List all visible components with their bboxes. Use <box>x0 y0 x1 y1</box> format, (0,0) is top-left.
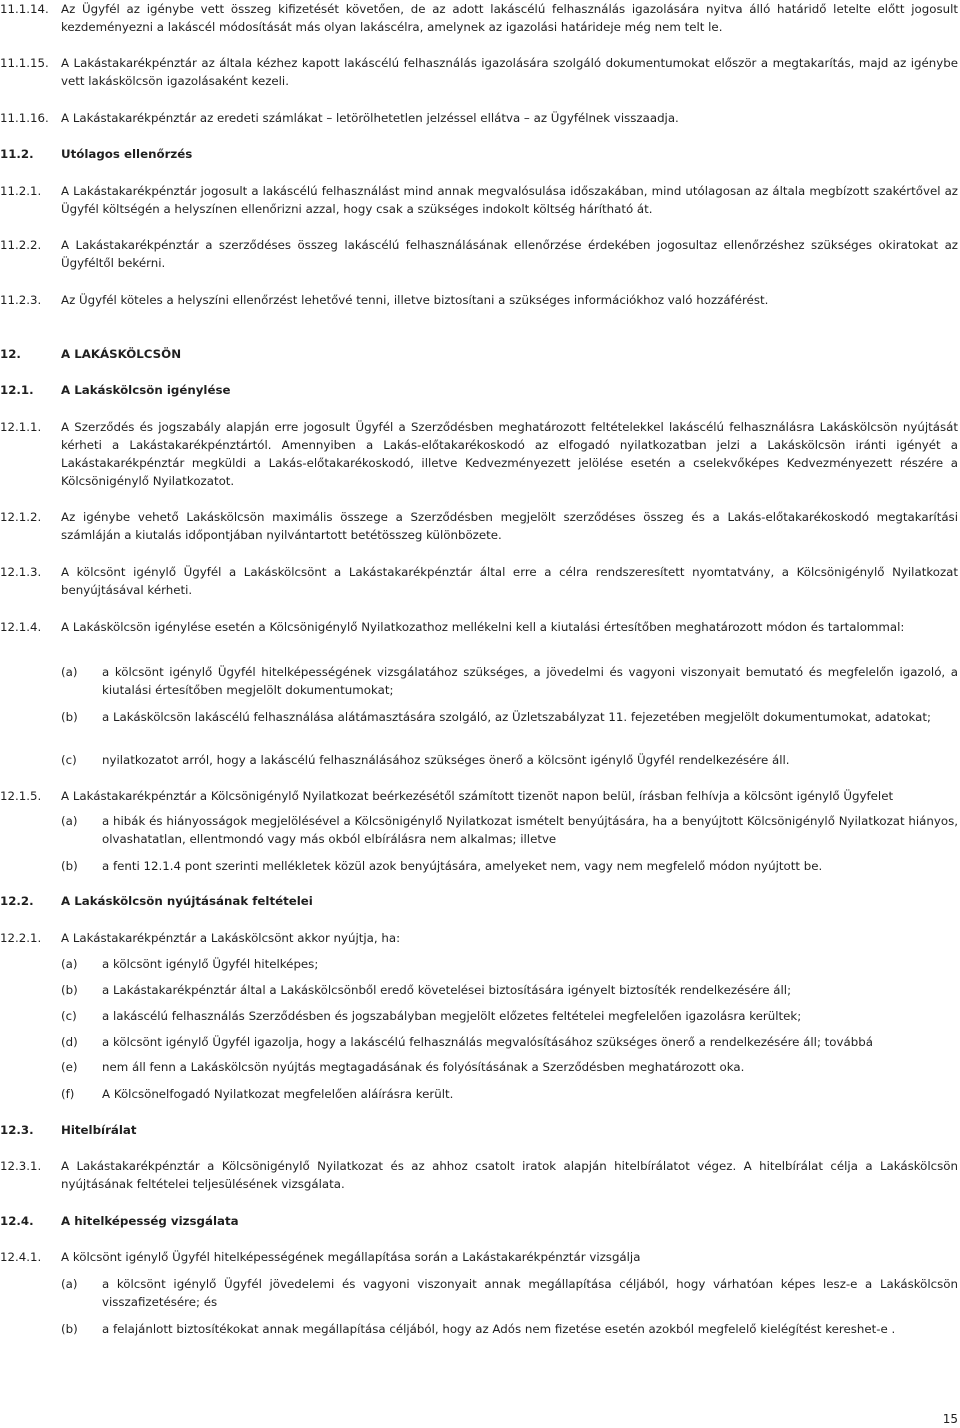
heading-text: A Lakáskölcsön igénylése <box>61 383 231 397</box>
body-text: a hibák és hiányosságok megjelölésével a Kölcsönigénylő Nyilatkozat ismételt benyújtására, ha a benyújtott Kölcsönigénylő Nyilatkozat hiányos, olvashatatlan, ellentmondó vagy más okból elbírálásra nem alkalmas; illetve <box>102 814 958 846</box>
body-text: A Lakástakarékpénztár a Lakáskölcsönt akkor nyújtja, ha: <box>61 931 401 945</box>
body-text: a Lakástakarékpénztár által a Lakáskölcsönből eredő követelései biztosítására igényelt biztosíték rendelkezésére áll; <box>102 983 792 997</box>
body-text: a kölcsönt igénylő Ügyfél jövedelemi és vagyoni viszonyait annak megállapítása céljából, hogy várhatóan képes lesz-e a Lakáskölcsön visszafizetésére; és <box>102 1277 958 1309</box>
item-marker: (e) <box>61 1060 78 1074</box>
body-text: nem áll fenn a Lakáskölcsön nyújtás megtagadásának és folyósításának a Szerződésben meghatározott oka. <box>102 1060 745 1074</box>
item-marker: (b) <box>61 710 78 724</box>
item-marker: (a) <box>61 814 78 828</box>
section-number: 11.2.3. <box>0 293 42 307</box>
heading-text: A Lakáskölcsön nyújtásának feltételei <box>61 894 313 908</box>
item-marker: (b) <box>61 983 78 997</box>
body-text: a felajánlott biztosítékokat annak megállapítása céljából, hogy az Adós nem fizetése esetén azokból megfelelő kielégítést kereshet-e . <box>102 1322 896 1336</box>
section-number: 11.2.2. <box>0 238 42 252</box>
body-text: A Lakáskölcsön igénylése esetén a Kölcsönigénylő Nyilatkozathoz mellékelni kell a kiutalási értesítőben meghatározott módon és tartalommal: <box>61 620 905 634</box>
section-number: 12.4. <box>0 1214 34 1228</box>
section-number: 11.2.1. <box>0 184 42 198</box>
item-marker: (a) <box>61 665 78 679</box>
heading-text: A hitelképesség vizsgálata <box>61 1214 239 1228</box>
section-number: 12.2.1. <box>0 931 42 945</box>
section-number: 12. <box>0 347 21 361</box>
section-number: 12.1.1. <box>0 420 42 434</box>
section-number: 12.2. <box>0 894 34 908</box>
body-text: a Lakáskölcsön lakáscélú felhasználása alátámasztására szolgáló, az Üzletszabályzat 11. fejezetében megjelölt dokumentumokat, adatokat; <box>102 710 931 724</box>
item-marker: (b) <box>61 1322 78 1336</box>
body-text: nyilatkozatot arról, hogy a lakáscélú felhasználásához szükséges önerő a kölcsönt igénylő Ügyfél rendelkezésére áll. <box>102 753 790 767</box>
body-text: a kölcsönt igénylő Ügyfél igazolja, hogy a lakáscélú felhasználás megvalósításához szükséges önerő a rendelkezésére áll; továbbá <box>102 1035 873 1049</box>
item-marker: (a) <box>61 957 78 971</box>
section-number: 12.1.3. <box>0 565 42 579</box>
body-text: A Lakástakarékpénztár a szerződéses összeg lakáscélú felhasználásának ellenőrzése érdekében jogosultaz ellenőrzéshez szükséges okiratokat az Ügyféltől bekérni. <box>61 238 958 270</box>
body-text: A kölcsönt igénylő Ügyfél hitelképességének megállapítása során a Lakástakarékpénztár vizsgálja <box>61 1250 641 1264</box>
item-marker: (f) <box>61 1087 75 1101</box>
item-marker: (c) <box>61 1009 77 1023</box>
section-number: 11.2. <box>0 147 34 161</box>
section-number: 12.3. <box>0 1123 34 1137</box>
section-number: 12.1. <box>0 383 34 397</box>
section-number: 11.1.14. <box>0 2 49 16</box>
section-number: 11.1.16. <box>0 111 49 125</box>
body-text: A Lakástakarékpénztár az eredeti számlákat – letörölhetetlen jelzéssel ellátva – az Ügyfélnek visszaadja. <box>61 111 679 125</box>
body-text: Az Ügyfél az igénybe vett összeg kifizetését követően, de az adott lakáscélú felhasználás igazolására nyitva álló határidő letelte előtt jogosult kezdeményezni a lakáscél módosítását más olyan lakáscélra, amelynek az igazolási határideje még nem telt le. <box>61 2 958 34</box>
body-text: a kölcsönt igénylő Ügyfél hitelképességének vizsgálatához szükséges, a jövedelmi és vagyoni viszonyait bemutató és megfelelőn igazoló, a kiutalási értesítőben megjelölt dokumentumokat; <box>102 665 958 697</box>
heading-text: A LAKÁSKÖLCSÖN <box>61 347 182 361</box>
section-number: 12.1.4. <box>0 620 42 634</box>
item-marker: (c) <box>61 753 77 767</box>
section-number: 11.1.15. <box>0 56 49 70</box>
heading-text: Utólagos ellenőrzés <box>61 147 193 161</box>
body-text: a lakáscélú felhasználás Szerződésben és jogszabályban megjelölt előzetes feltételei megfelelően igazolásra kerültek; <box>102 1009 802 1023</box>
item-marker: (d) <box>61 1035 78 1049</box>
page-number: 15 <box>942 1412 958 1426</box>
section-number: 12.1.2. <box>0 510 42 524</box>
body-text: a kölcsönt igénylő Ügyfél hitelképes; <box>102 957 319 971</box>
section-number: 12.4.1. <box>0 1250 42 1264</box>
body-text: A kölcsönt igénylő Ügyfél a Lakáskölcsönt a Lakástakarékpénztár által erre a célra rendszeresített nyomtatvány, a Kölcsönigénylő Nyilatkozat benyújtásával kérheti. <box>61 565 958 597</box>
body-text: A Lakástakarékpénztár jogosult a lakáscélú felhasználást mind annak megvalósulása időszakában, mind utólagosan az általa megbízott szakértővel az Ügyfél költségén a helyszínen ellenőrizni azzal, hogy csak a szükséges indokolt költség hárítható át. <box>61 184 958 216</box>
heading-text: Hitelbírálat <box>61 1123 137 1137</box>
body-text: A Lakástakarékpénztár a Kölcsönigénylő Nyilatkozat beérkezésétől számított tizenöt napon belül, írásban felhívja a kölcsönt igénylő Ügyfelet <box>61 789 894 803</box>
section-number: 12.1.5. <box>0 789 42 803</box>
item-marker: (a) <box>61 1277 78 1291</box>
body-text: A Lakástakarékpénztár az általa kézhez kapott lakáscélú felhasználás igazolására szolgáló dokumentumokat először a megtakarítás, majd az igénybe vett lakáskölcsön igazolásaként kezeli. <box>61 56 958 88</box>
body-text: A Szerződés és jogszabály alapján erre jogosult Ügyfél a Szerződésben meghatározott feltételekkel lakáscélú felhasználásra Lakáskölcsön nyújtását kérheti a Lakástakarékpénztártól. Amennyiben a Lakás-előtakarékoskodó az elfogadó nyilatkozatban jelzi a Lakáskölcsön iránti igényét a Lakástakarékpénztár megküldi a Lakás-előtakarékoskodó, illetve Kedvezményezett jelölése esetén a cselekvőképes Kedvezményezett részére a Kölcsönigénylő Nyilatkozatot. <box>61 420 958 488</box>
body-text: Az igénybe vehető Lakáskölcsön maximális összege a Szerződésben megjelölt szerződéses összeg és a Lakás-előtakarékoskodó megtakarítási számláján a kiutalás időpontjában nyilvántartott betétösszeg különbözete. <box>61 510 958 542</box>
body-text: A Lakástakarékpénztár a Kölcsönigénylő Nyilatkozat és az ahhoz csatolt iratok alapján hitelbírálatot végez. A hitelbírálat célja a Lakáskölcsön nyújtásának feltételei teljesülésének vizsgálata. <box>61 1159 958 1191</box>
item-marker: (b) <box>61 859 78 873</box>
body-text: Az Ügyfél köteles a helyszíni ellenőrzést lehetővé tenni, illetve biztosítani a szükséges információkhoz való hozzáférést. <box>61 293 769 307</box>
body-text: A Kölcsönelfogadó Nyilatkozat megfelelően aláírásra került. <box>102 1087 454 1101</box>
section-number: 12.3.1. <box>0 1159 42 1173</box>
body-text: a fenti 12.1.4 pont szerinti mellékletek közül azok benyújtására, amelyeket nem, vagy nem megfelelő módon nyújtott be. <box>102 859 823 873</box>
